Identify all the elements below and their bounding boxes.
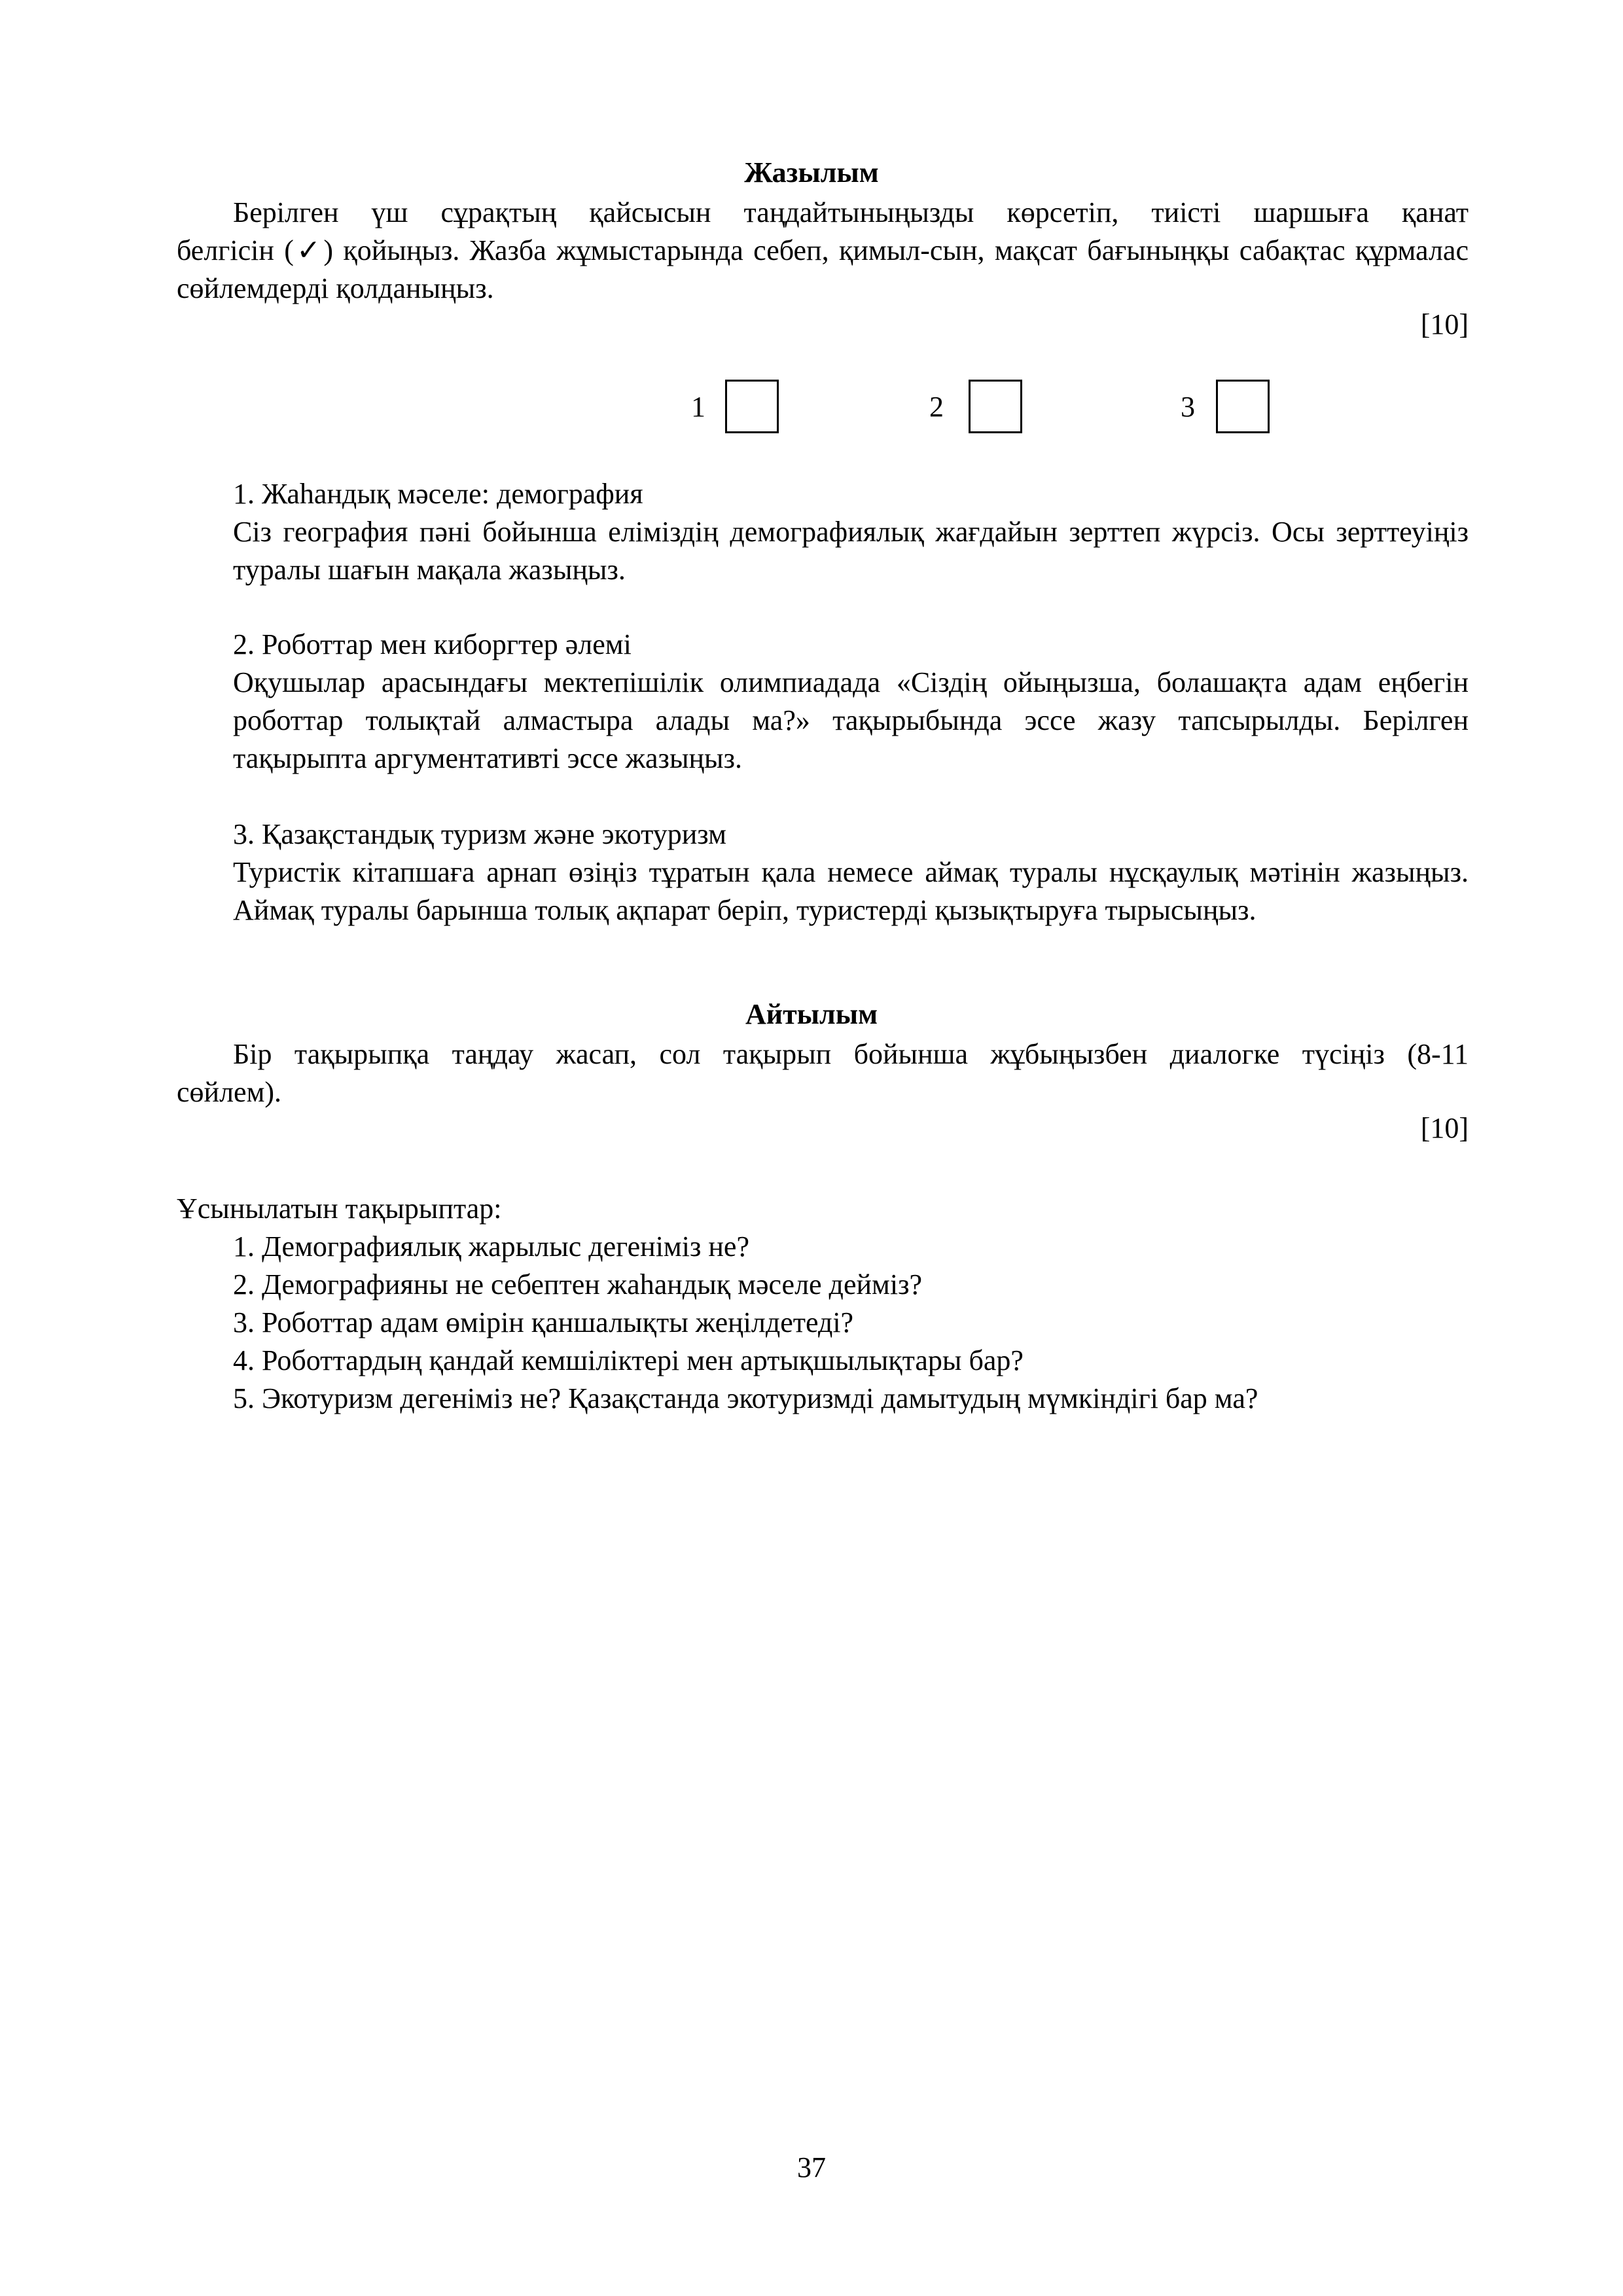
speaking-score: [10]	[1420, 1112, 1469, 1144]
task-3-heading: 3. Қазақстандық туризм және экотуризм	[233, 818, 726, 850]
task-2-heading: 2. Роботтар мен киборгтер әлемі	[233, 628, 632, 660]
choice-label-1: 1	[691, 391, 705, 423]
list-item: 5. Экотуризм дегеніміз не? Қазақстанда экотуризмді дамытудың мүмкіндігі бар ма?	[233, 1382, 1258, 1414]
writing-instruction-rest: белгісін (✓) қойыңыз. Жазба жұмыстарында себеп, қимыл-сын, мақсат бағыныңқы сабақтас құрмалас сөйлемдерді қолданыңыз.	[177, 234, 1469, 304]
writing-title: Жазылым	[744, 156, 879, 188]
list-item: 4. Роботтардың қандай кемшіліктері мен артықшылықтары бар?	[233, 1344, 1024, 1376]
topics-list	[233, 1228, 1258, 1418]
writing-score: [10]	[1420, 308, 1469, 340]
task-1-heading: 1. Жаһандық мәселе: демография	[233, 478, 643, 510]
choice-label-3: 3	[1181, 391, 1195, 423]
choice-checkbox-2[interactable]	[969, 380, 1022, 433]
list-item: 1. Демографиялық жарылыс дегеніміз не?	[233, 1230, 749, 1263]
choice-checkbox-3[interactable]	[1216, 380, 1270, 433]
choice-checkbox-1[interactable]	[725, 380, 779, 433]
page-number: 37	[797, 2151, 826, 2183]
list-item: 2. Демографияны не себептен жаһандық мәселе дейміз?	[233, 1268, 922, 1300]
task-3-body: Туристік кітапшаға арнап өзіңіз тұратын қала немесе аймақ туралы нұсқаулық мәтінін жазыңыз. Аймақ туралы барынша толық ақпарат беріп, туристерді қызықтыруға тырысыңыз.	[233, 856, 1469, 926]
writing-instruction-line1: Берілген үш сұрақтың қайсысын таңдайтыныңызды көрсетіп, тиісті шаршыға қанат	[233, 196, 1469, 228]
speaking-instruction-line1: Бір тақырыпқа таңдау жасап, сол тақырып бойынша жұбыңызбен диалогке түсіңіз (8-11	[233, 1038, 1469, 1070]
task-1-body: Сіз география пәні бойынша еліміздің демографиялық жағдайын зерттеп жүрсіз. Осы зерттеуіңіз туралы шағын мақала жазыңыз.	[233, 516, 1469, 586]
topics-label: Ұсынылатын тақырыптар:	[177, 1193, 502, 1225]
list-item: 3. Роботтар адам өмірін қаншалықты жеңілдетеді?	[233, 1306, 854, 1338]
speaking-title: Айтылым	[745, 998, 878, 1030]
choice-label-2: 2	[929, 391, 944, 423]
speaking-instruction-rest: сөйлем).	[177, 1076, 282, 1108]
task-2-body: Оқушылар арасындағы мектепішілік олимпиадада «Сіздің ойыңызша, болашақта адам еңбегін роботтар толықтай алмастыра алады ма?» тақырыбында эссе жазу тапсырылды. Берілген тақырыпта аргументативті эссе жазыңыз.	[233, 666, 1469, 774]
